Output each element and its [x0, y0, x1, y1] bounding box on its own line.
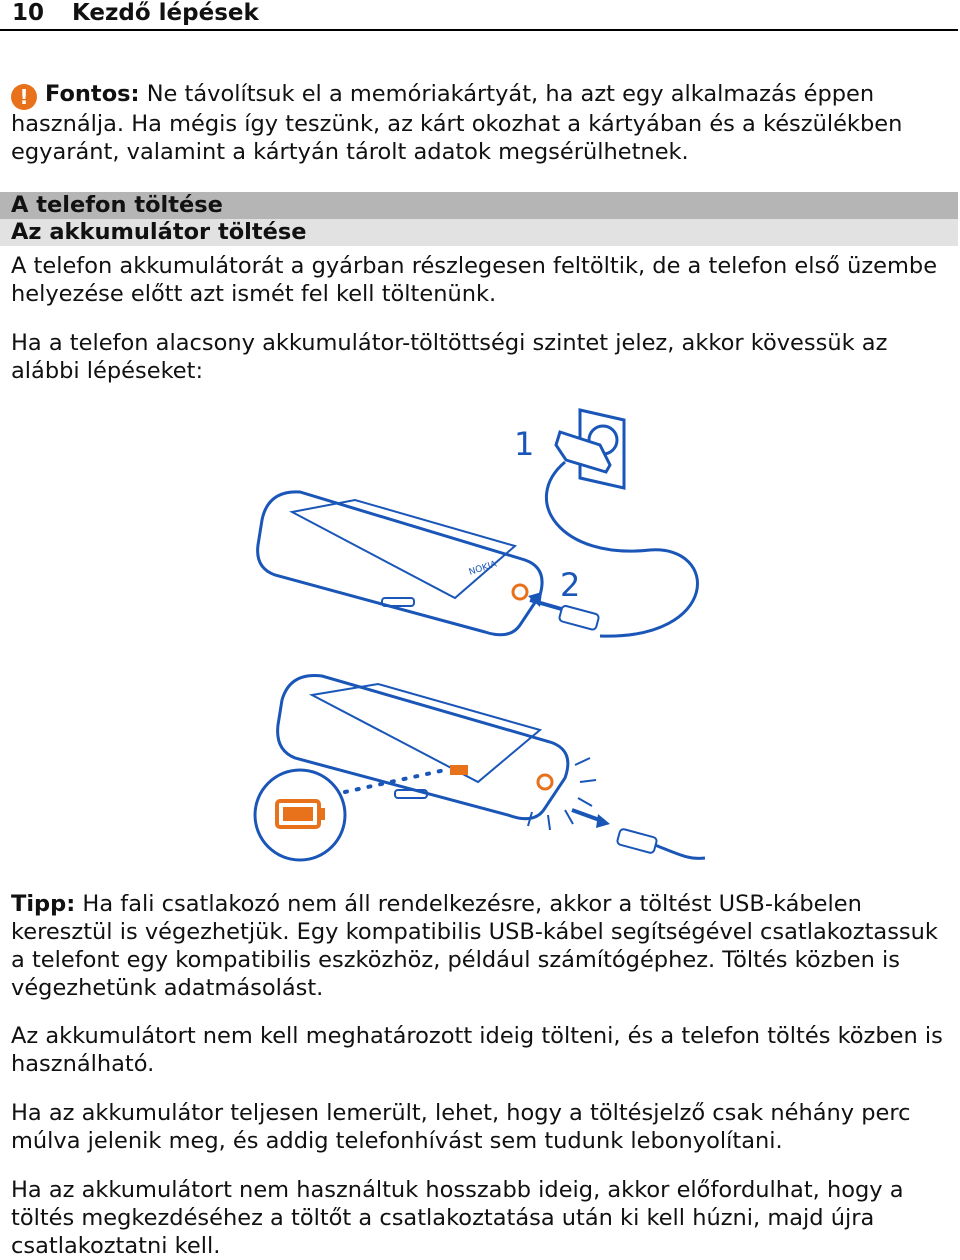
phone-top-image	[258, 492, 542, 635]
tip-text: Ha fali csatlakozó nem áll rendelkezésre, akkor a töltést USB-kábelen keresztül is végezhetjük. Egy kompatibilis USB-kábel segítségével csatlakoztassuk a telefont egy kompatibilis eszközhöz, például számítógéphez. Töltés közben is végezhetünk adatmásolást.	[11, 891, 938, 1001]
charging-illustration	[240, 400, 720, 870]
section-subtitle: Az akkumulátor töltése	[0, 219, 958, 246]
usb-plug-icon	[559, 605, 600, 630]
important-note	[11, 80, 951, 166]
paragraph-steps: Ha a telefon alacsony akkumulátor-töltöttségi szintet jelez, akkor kövessük az alábbi lépéseket:	[11, 330, 888, 384]
warning-icon: !	[11, 84, 37, 110]
tip-label: Tipp:	[11, 891, 76, 917]
page-header	[0, 0, 958, 31]
battery-indicator-icon	[255, 770, 345, 860]
step-1-label: 1	[514, 425, 535, 463]
step-2-label: 2	[560, 566, 581, 604]
section-title: A telefon töltése	[0, 192, 958, 219]
important-text: Ne távolítsuk el a memóriakártyát, ha azt egy alkalmazás éppen használja. Ha mégis így teszünk, az kárt okozhat a kártyában és a készülékben egyaránt, valamint a kártyán tárolt adatok megsérülhetnek.	[11, 81, 903, 165]
paragraph-usage: Az akkumulátort nem kell meghatározott ideig tölteni, és a telefon töltés közben is használható.	[11, 1023, 943, 1077]
phone-brand-label: NOKIA	[467, 559, 499, 578]
important-label: Fontos:	[45, 81, 140, 107]
page-number: 10	[12, 0, 45, 26]
paragraph-empty-battery: Ha az akkumulátor teljesen lemerült, lehet, hogy a töltésjelző csak néhány perc múlva jelenik meg, és addig telefonhívást sem tudunk lebonyolítani.	[11, 1100, 911, 1154]
tip-note	[11, 890, 951, 1002]
chapter-title: Kezdő lépések	[72, 0, 259, 26]
paragraph-long-unused: Ha az akkumulátort nem használtuk hosszabb ideig, akkor előfordulhat, hogy a töltés megkezdéséhez a töltőt a csatlakoztatása után ki kell húzni, majd újra csatlakoztatni kell.	[11, 1177, 904, 1259]
usb-plug-detached-icon	[617, 828, 658, 853]
paragraph-intro: A telefon akkumulátorát a gyárban részlegesen feltöltik, de a telefon első üzembe helyezése előtt azt ismét fel kell töltenünk.	[11, 253, 938, 307]
